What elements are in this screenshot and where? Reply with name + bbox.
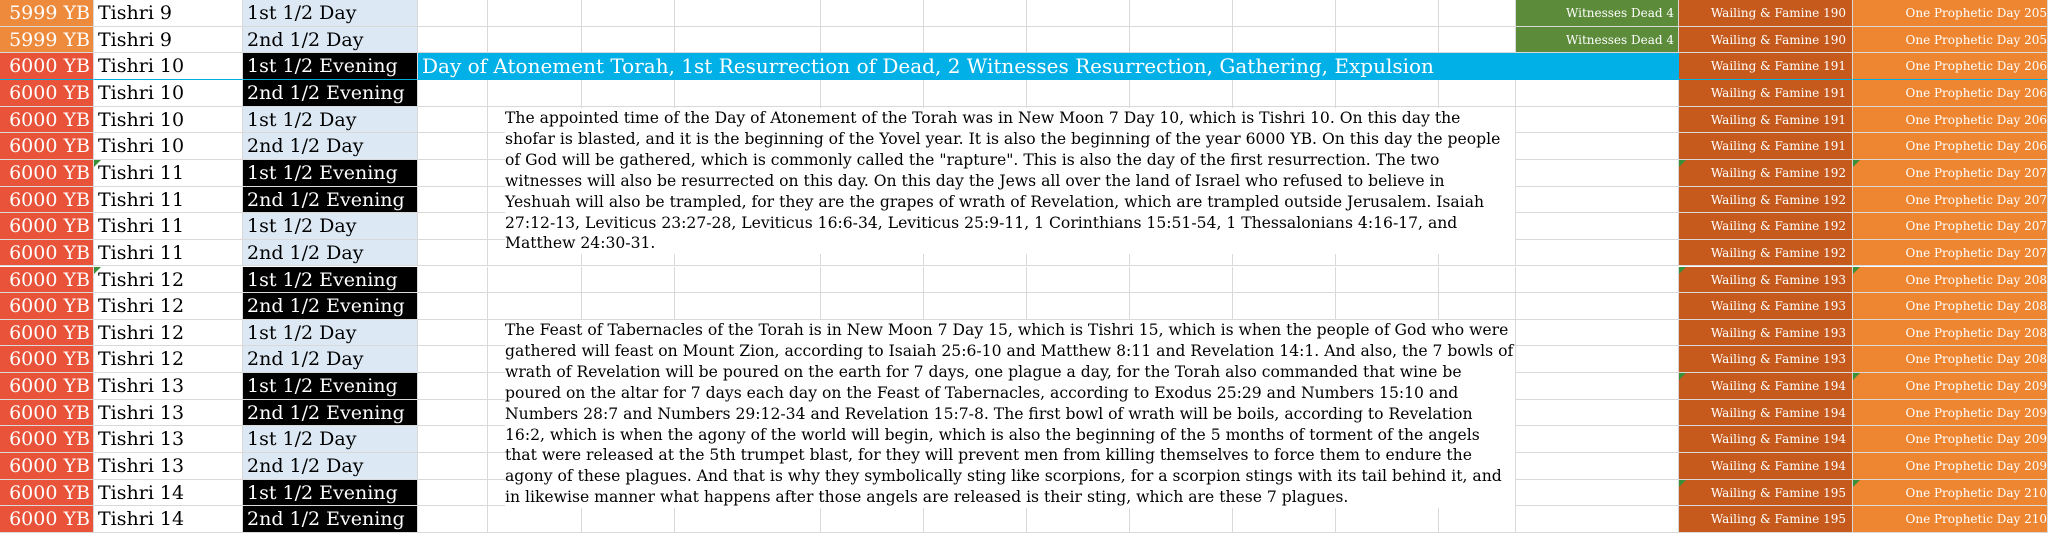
table-row <box>0 53 2048 80</box>
empty-cell[interactable] <box>418 27 488 54</box>
empty-cell[interactable] <box>675 506 821 533</box>
empty-cell[interactable] <box>418 213 488 240</box>
prophetic-day-cell[interactable]: One Prophetic Day 209 <box>1853 426 2048 453</box>
empty-cell[interactable] <box>582 506 675 533</box>
prophetic-day-cell[interactable]: One Prophetic Day 209 <box>1853 400 2048 427</box>
empty-cell[interactable] <box>1516 160 1679 187</box>
year-cell[interactable]: 6000 YB <box>0 480 94 507</box>
empty-cell[interactable] <box>418 133 488 160</box>
half-day-cell[interactable]: 1st 1/2 Day <box>243 320 418 347</box>
empty-cell[interactable] <box>1336 27 1439 54</box>
prophetic-day-cell[interactable]: One Prophetic Day 206 <box>1853 53 2048 80</box>
year-cell[interactable]: 6000 YB <box>0 240 94 267</box>
month-day-cell[interactable]: Tishri 10 <box>94 80 243 107</box>
month-day-cell[interactable]: Tishri 10 <box>94 133 243 160</box>
empty-cell[interactable] <box>1233 267 1336 294</box>
prophetic-day-cell[interactable]: One Prophetic Day 207 <box>1853 213 2048 240</box>
empty-cell[interactable] <box>1027 506 1130 533</box>
empty-cell[interactable] <box>418 293 488 320</box>
half-day-cell[interactable]: 1st 1/2 Day <box>243 426 418 453</box>
empty-cell[interactable] <box>418 107 488 134</box>
prophetic-day-cell[interactable]: One Prophetic Day 208 <box>1853 346 2048 373</box>
wailing-famine-cell[interactable]: Wailing & Famine 193 <box>1679 267 1853 294</box>
month-day-cell[interactable]: Tishri 13 <box>94 373 243 400</box>
empty-cell[interactable] <box>1027 27 1130 54</box>
empty-cell[interactable] <box>675 267 821 294</box>
empty-cell[interactable] <box>1027 0 1130 27</box>
comment-indicator-icon <box>1679 267 1686 274</box>
empty-cell[interactable] <box>924 267 1027 294</box>
comment-indicator-icon <box>1679 480 1686 487</box>
year-cell[interactable]: 5999 YB <box>0 27 94 54</box>
half-day-cell[interactable]: 2nd 1/2 Day <box>243 346 418 373</box>
empty-cell[interactable] <box>1516 293 1679 320</box>
empty-cell[interactable] <box>1516 187 1679 214</box>
empty-cell[interactable] <box>1439 0 1516 27</box>
month-day-cell[interactable]: Tishri 10 <box>94 107 243 134</box>
empty-cell[interactable] <box>1130 267 1233 294</box>
empty-cell[interactable] <box>1439 293 1516 320</box>
prophetic-day-cell[interactable]: One Prophetic Day 206 <box>1853 80 2048 107</box>
half-day-cell[interactable]: 1st 1/2 Evening <box>243 53 418 80</box>
empty-cell[interactable] <box>418 267 488 294</box>
empty-cell[interactable] <box>1516 506 1679 533</box>
year-cell[interactable]: 6000 YB <box>0 373 94 400</box>
empty-cell[interactable] <box>1336 267 1439 294</box>
empty-cell[interactable] <box>1336 506 1439 533</box>
wailing-famine-cell[interactable]: Wailing & Famine 195 <box>1679 480 1853 507</box>
table-row <box>0 0 2048 27</box>
empty-cell[interactable] <box>1516 267 1679 294</box>
atonement-description-cell[interactable]: The appointed time of the Day of Atonement of the Torah was in New Moon 7 Day 10, which is Tishri 10. On this day the shofar is blasted, and it is the beginning of the Yovel year. It is also the beginning of the year 6000 YB. On this day the people of God will be gathered, which is commonly called the "rapture". This is also the day of the first resurrection. The two witnesses will also be resurrected on this day. On this day the Jews all over the land of Israel who refused to believe in Yeshuah will also be trampled, for they are the grapes of wrath of Revelation, which are trampled outside Jerusalem. Isaiah 27:12-13, Leviticus 23:27-28, Leviticus 16:6-34, Leviticus 25:9-11, 1 Corinthians 15:51-54, 1 Thessalonians 4:16-17, and Matthew 24:30-31. <box>505 108 1515 254</box>
year-cell[interactable]: 6000 YB <box>0 53 94 80</box>
empty-cell[interactable] <box>1516 80 1679 107</box>
empty-cell[interactable] <box>1516 453 1679 480</box>
empty-cell[interactable] <box>1516 480 1679 507</box>
prophetic-day-cell[interactable]: One Prophetic Day 206 <box>1853 133 2048 160</box>
year-cell[interactable]: 6000 YB <box>0 506 94 533</box>
empty-cell[interactable] <box>821 293 924 320</box>
year-cell[interactable]: 6000 YB <box>0 187 94 214</box>
comment-indicator-icon <box>1679 160 1686 167</box>
year-cell[interactable]: 6000 YB <box>0 107 94 134</box>
comment-indicator-icon <box>1853 267 1860 274</box>
wailing-famine-cell[interactable]: Wailing & Famine 191 <box>1679 53 1853 80</box>
empty-cell[interactable] <box>418 80 488 107</box>
prophetic-day-cell[interactable]: One Prophetic Day 205 <box>1853 0 2048 27</box>
month-day-cell[interactable]: Tishri 9 <box>94 27 243 54</box>
wailing-famine-cell[interactable]: Wailing & Famine 193 <box>1679 293 1853 320</box>
month-day-cell[interactable]: Tishri 12 <box>94 267 243 294</box>
table-row <box>0 506 2048 533</box>
empty-cell[interactable] <box>488 267 582 294</box>
half-day-cell[interactable]: 2nd 1/2 Day <box>243 240 418 267</box>
half-day-cell[interactable]: 2nd 1/2 Evening <box>243 187 418 214</box>
comment-indicator-icon <box>94 267 101 274</box>
year-cell[interactable]: 6000 YB <box>0 133 94 160</box>
year-cell[interactable]: 6000 YB <box>0 80 94 107</box>
empty-cell[interactable] <box>1233 27 1336 54</box>
empty-cell[interactable] <box>821 27 924 54</box>
empty-cell[interactable] <box>418 400 488 427</box>
empty-cell[interactable] <box>1516 373 1679 400</box>
comment-indicator-icon <box>94 160 101 167</box>
year-cell[interactable]: 6000 YB <box>0 453 94 480</box>
half-day-cell[interactable]: 2nd 1/2 Evening <box>243 400 418 427</box>
empty-cell[interactable] <box>1516 320 1679 347</box>
wailing-famine-cell[interactable]: Wailing & Famine 194 <box>1679 400 1853 427</box>
comment-indicator-icon <box>1853 480 1860 487</box>
empty-cell[interactable] <box>1130 0 1233 27</box>
month-day-cell[interactable]: Tishri 11 <box>94 213 243 240</box>
wailing-famine-cell[interactable]: Wailing & Famine 192 <box>1679 160 1853 187</box>
empty-cell[interactable] <box>1130 80 1233 107</box>
empty-cell[interactable] <box>1233 80 1336 107</box>
month-day-cell[interactable]: Tishri 10 <box>94 53 243 80</box>
prophetic-day-cell[interactable]: One Prophetic Day 209 <box>1853 453 2048 480</box>
wailing-famine-cell[interactable]: Wailing & Famine 191 <box>1679 133 1853 160</box>
empty-cell[interactable] <box>1516 400 1679 427</box>
prophetic-day-cell[interactable]: One Prophetic Day 207 <box>1853 160 2048 187</box>
empty-cell[interactable] <box>821 506 924 533</box>
empty-cell[interactable] <box>488 293 582 320</box>
empty-cell[interactable] <box>1516 213 1679 240</box>
empty-cell[interactable] <box>1516 107 1679 134</box>
empty-cell[interactable] <box>418 453 488 480</box>
wailing-famine-cell[interactable]: Wailing & Famine 190 <box>1679 0 1853 27</box>
wailing-famine-cell[interactable]: Wailing & Famine 194 <box>1679 453 1853 480</box>
month-day-cell[interactable]: Tishri 13 <box>94 453 243 480</box>
comment-indicator-icon <box>1853 373 1860 380</box>
empty-cell[interactable] <box>582 80 675 107</box>
half-day-cell[interactable]: 1st 1/2 Evening <box>243 373 418 400</box>
prophetic-day-cell[interactable]: One Prophetic Day 210 <box>1853 506 2048 533</box>
wailing-famine-cell[interactable]: Wailing & Famine 190 <box>1679 27 1853 54</box>
empty-cell[interactable] <box>418 346 488 373</box>
empty-cell[interactable] <box>1439 506 1516 533</box>
empty-cell[interactable] <box>418 0 488 27</box>
table-row <box>0 293 2048 320</box>
empty-cell[interactable] <box>418 160 488 187</box>
tabernacles-description-cell[interactable]: The Feast of Tabernacles of the Torah is in New Moon 7 Day 15, which is Tishri 15, which is when the people of God who were gathered will feast on Mount Zion, according to Isaiah 25:6-10 and Matthew 8:11 and Revelation 14:1. And also, the 7 bowls of wrath of Revelation will be poured on the earth for 7 days, one plague a day, for the Torah also commanded that wine be poured on the altar for 7 days each day on the Feast of Tabernacles, according to Exodus 25:29 and Numbers 15:10 and Numbers 28:7 and Numbers 29:12-34 and Revelation 15:7-8. The first bowl of wrath will be boils, according to Revelation 16:2, which is when the agony of the world will begin, which is also the beginning of the 5 months of torment of the angels that were released at the 5th trumpet blast, for they will prevent men from killing themselves to force them to endure the agony of these plagues. And that is why they symbolically sting like scorpions, for a scorpion stings with its tail behind it, and in likewise manner what happens after those angels are released is their sting, which are these 7 plagues. <box>505 321 1514 507</box>
year-cell[interactable]: 6000 YB <box>0 400 94 427</box>
empty-cell[interactable] <box>675 80 821 107</box>
wailing-famine-cell[interactable]: Wailing & Famine 195 <box>1679 506 1853 533</box>
month-day-cell[interactable]: Tishri 14 <box>94 480 243 507</box>
empty-cell[interactable] <box>924 27 1027 54</box>
wailing-famine-cell[interactable]: Wailing & Famine 193 <box>1679 320 1853 347</box>
witnesses-dead-cell[interactable]: Witnesses Dead 4 <box>1516 0 1679 27</box>
empty-cell[interactable] <box>418 240 488 267</box>
empty-cell[interactable] <box>582 267 675 294</box>
empty-cell[interactable] <box>418 320 488 347</box>
half-day-cell[interactable]: 2nd 1/2 Day <box>243 453 418 480</box>
empty-cell[interactable] <box>1336 0 1439 27</box>
empty-cell[interactable] <box>1027 293 1130 320</box>
wailing-famine-cell[interactable]: Wailing & Famine 191 <box>1679 107 1853 134</box>
empty-cell[interactable] <box>1516 133 1679 160</box>
empty-cell[interactable] <box>488 0 582 27</box>
year-cell[interactable]: 6000 YB <box>0 160 94 187</box>
empty-cell[interactable] <box>582 27 675 54</box>
banner-cell[interactable]: Day of Atonement Torah, 1st Resurrection of Dead, 2 Witnesses Resurrection, Gathering, Expulsion <box>418 53 1679 80</box>
year-cell[interactable]: 6000 YB <box>0 346 94 373</box>
empty-cell[interactable] <box>418 187 488 214</box>
wailing-famine-cell[interactable]: Wailing & Famine 191 <box>1679 80 1853 107</box>
month-day-cell[interactable]: Tishri 13 <box>94 400 243 427</box>
month-day-cell[interactable]: Tishri 11 <box>94 240 243 267</box>
empty-cell[interactable] <box>1516 346 1679 373</box>
empty-cell[interactable] <box>924 506 1027 533</box>
table-row <box>0 27 2048 54</box>
half-day-cell[interactable]: 1st 1/2 Evening <box>243 160 418 187</box>
empty-cell[interactable] <box>488 506 582 533</box>
half-day-cell[interactable]: 2nd 1/2 Day <box>243 27 418 54</box>
empty-cell[interactable] <box>1233 506 1336 533</box>
empty-cell[interactable] <box>1439 27 1516 54</box>
empty-cell[interactable] <box>1439 80 1516 107</box>
empty-cell[interactable] <box>1130 27 1233 54</box>
empty-cell[interactable] <box>821 0 924 27</box>
empty-cell[interactable] <box>418 426 488 453</box>
wailing-famine-cell[interactable]: Wailing & Famine 192 <box>1679 213 1853 240</box>
half-day-cell[interactable]: 1st 1/2 Evening <box>243 480 418 507</box>
month-day-cell[interactable]: Tishri 11 <box>94 187 243 214</box>
month-day-cell[interactable]: Tishri 12 <box>94 293 243 320</box>
half-day-cell[interactable]: 1st 1/2 Day <box>243 213 418 240</box>
wailing-famine-cell[interactable]: Wailing & Famine 192 <box>1679 187 1853 214</box>
empty-cell[interactable] <box>1130 506 1233 533</box>
empty-cell[interactable] <box>1516 426 1679 453</box>
wailing-famine-cell[interactable]: Wailing & Famine 193 <box>1679 346 1853 373</box>
empty-cell[interactable] <box>488 80 582 107</box>
empty-cell[interactable] <box>582 293 675 320</box>
prophetic-day-cell[interactable]: One Prophetic Day 208 <box>1853 293 2048 320</box>
prophetic-day-cell[interactable]: One Prophetic Day 209 <box>1853 373 2048 400</box>
month-day-cell[interactable]: Tishri 12 <box>94 320 243 347</box>
month-day-cell[interactable]: Tishri 11 <box>94 160 243 187</box>
month-day-cell[interactable]: Tishri 14 <box>94 506 243 533</box>
half-day-cell[interactable]: 2nd 1/2 Evening <box>243 80 418 107</box>
prophetic-day-cell[interactable]: One Prophetic Day 207 <box>1853 187 2048 214</box>
month-day-cell[interactable]: Tishri 12 <box>94 346 243 373</box>
table-row <box>0 267 2048 294</box>
empty-cell[interactable] <box>821 267 924 294</box>
empty-cell[interactable] <box>1027 80 1130 107</box>
empty-cell[interactable] <box>924 293 1027 320</box>
half-day-cell[interactable]: 1st 1/2 Day <box>243 0 418 27</box>
month-day-cell[interactable]: Tishri 13 <box>94 426 243 453</box>
empty-cell[interactable] <box>675 0 821 27</box>
half-day-cell[interactable]: 2nd 1/2 Day <box>243 133 418 160</box>
empty-cell[interactable] <box>1233 293 1336 320</box>
wailing-famine-cell[interactable]: Wailing & Famine 194 <box>1679 426 1853 453</box>
half-day-cell[interactable]: 2nd 1/2 Evening <box>243 293 418 320</box>
empty-cell[interactable] <box>924 80 1027 107</box>
empty-cell[interactable] <box>1439 267 1516 294</box>
month-day-cell[interactable]: Tishri 9 <box>94 0 243 27</box>
empty-cell[interactable] <box>1516 240 1679 267</box>
empty-cell[interactable] <box>675 27 821 54</box>
table-row <box>0 80 2048 107</box>
empty-cell[interactable] <box>675 293 821 320</box>
prophetic-day-cell[interactable]: One Prophetic Day 205 <box>1853 27 2048 54</box>
empty-cell[interactable] <box>1027 267 1130 294</box>
prophetic-day-cell[interactable]: One Prophetic Day 208 <box>1853 267 2048 294</box>
year-cell[interactable]: 6000 YB <box>0 426 94 453</box>
half-day-cell[interactable]: 1st 1/2 Day <box>243 107 418 134</box>
empty-cell[interactable] <box>418 373 488 400</box>
comment-indicator-icon <box>1679 373 1686 380</box>
empty-cell[interactable] <box>488 27 582 54</box>
empty-cell[interactable] <box>1130 293 1233 320</box>
comment-indicator-icon <box>1853 160 1860 167</box>
empty-cell[interactable] <box>582 0 675 27</box>
empty-cell[interactable] <box>1233 0 1336 27</box>
empty-cell[interactable] <box>418 506 488 533</box>
year-cell[interactable]: 5999 YB <box>0 0 94 27</box>
wailing-famine-cell[interactable]: Wailing & Famine 192 <box>1679 240 1853 267</box>
prophetic-day-cell[interactable]: One Prophetic Day 206 <box>1853 107 2048 134</box>
wailing-famine-cell[interactable]: Wailing & Famine 194 <box>1679 373 1853 400</box>
empty-cell[interactable] <box>418 480 488 507</box>
witnesses-dead-cell[interactable]: Witnesses Dead 4 <box>1516 27 1679 54</box>
half-day-cell[interactable]: 1st 1/2 Evening <box>243 267 418 294</box>
empty-cell[interactable] <box>1336 80 1439 107</box>
empty-cell[interactable] <box>821 80 924 107</box>
empty-cell[interactable] <box>924 0 1027 27</box>
year-cell[interactable]: 6000 YB <box>0 293 94 320</box>
prophetic-day-cell[interactable]: One Prophetic Day 208 <box>1853 320 2048 347</box>
prophetic-day-cell[interactable]: One Prophetic Day 207 <box>1853 240 2048 267</box>
year-cell[interactable]: 6000 YB <box>0 267 94 294</box>
year-cell[interactable]: 6000 YB <box>0 320 94 347</box>
prophetic-day-cell[interactable]: One Prophetic Day 210 <box>1853 480 2048 507</box>
year-cell[interactable]: 6000 YB <box>0 213 94 240</box>
empty-cell[interactable] <box>1336 293 1439 320</box>
half-day-cell[interactable]: 2nd 1/2 Evening <box>243 506 418 533</box>
